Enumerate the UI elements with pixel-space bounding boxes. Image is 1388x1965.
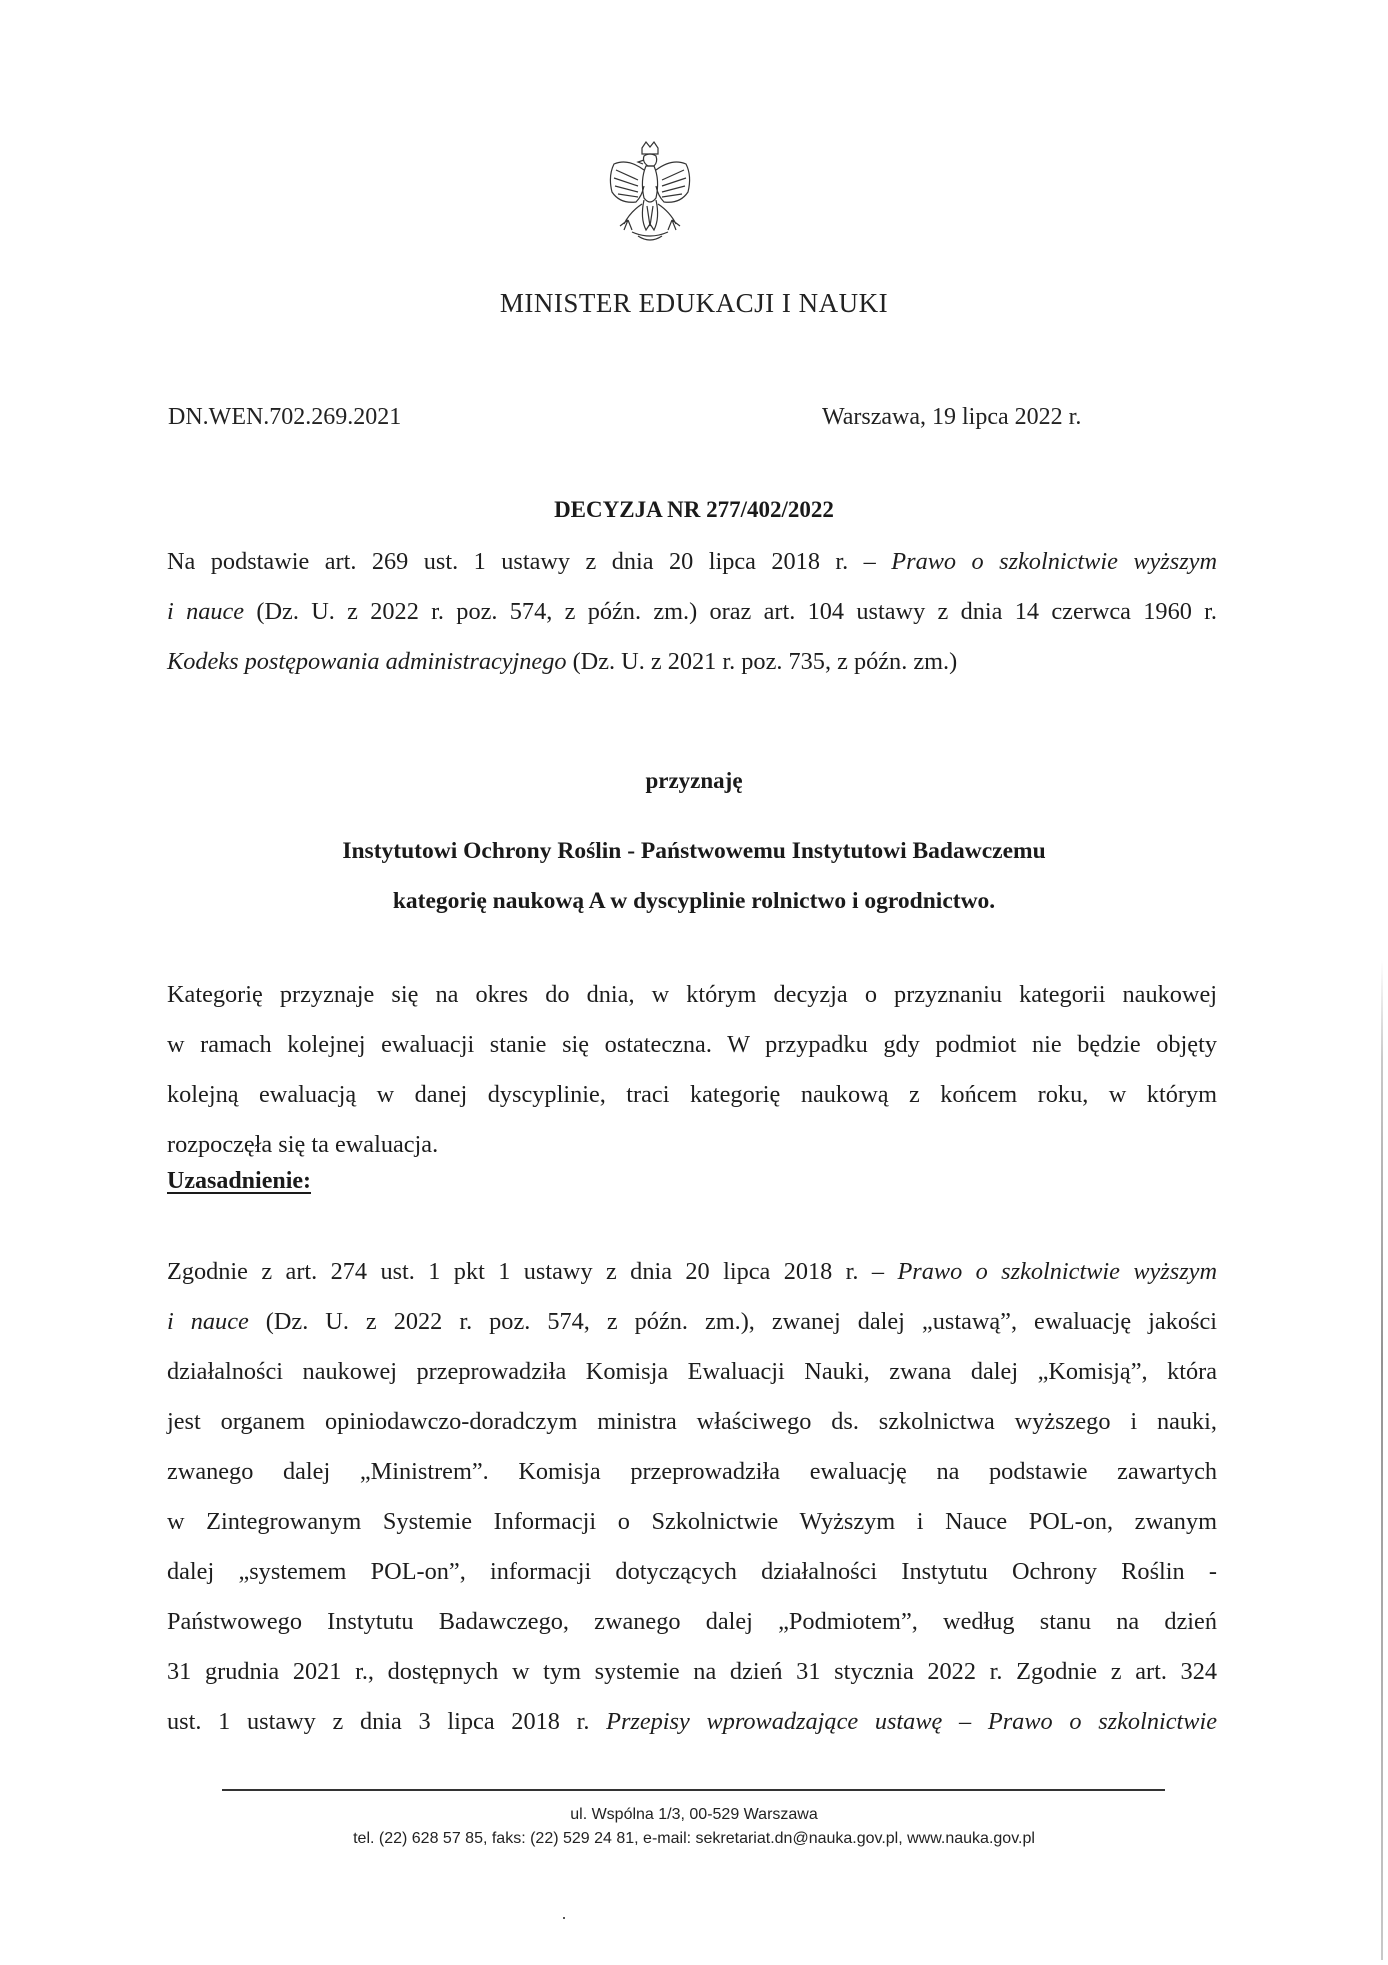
justification-line: Państwowego Instytutu Badawczego, zwanego dalej „Podmiotem”, według stanu na dzień — [167, 1608, 1217, 1635]
justification-paragraph — [167, 1247, 1217, 1747]
text: (Dz. U. z 2022 r. poz. 574, z późn. zm.), zwanej dalej „ustawą”, ewaluację jakości — [248, 1308, 1217, 1335]
case-reference-number: DN.WEN.702.269.2021 — [168, 404, 402, 430]
justification-line: w Zintegrowanym Systemie Informacji o Szkolnictwie Wyższym i Nauce POL-on, zwanym — [167, 1508, 1217, 1535]
legal-basis-line — [167, 587, 1217, 637]
justification-heading: Uzasadnienie: — [167, 1168, 311, 1194]
grant-verb: przyznaję — [645, 768, 743, 793]
act-title: i nauce — [167, 598, 245, 625]
justification-line: jest organem opiniodawczo-doradczym ministra właściwego ds. szkolnictwa wyższego i nauki, — [167, 1408, 1217, 1435]
legal-basis-paragraph — [167, 537, 1217, 687]
footer-address: ul. Wspólna 1/3, 00-529 Warszawa — [570, 1806, 818, 1823]
validity-line: kolejną ewaluacją w danej dyscyplinie, traci kategorię naukową z końcem roku, w którym — [167, 1081, 1217, 1108]
validity-line: w ramach kolejnej ewaluacji stanie się ostateczna. W przypadku gdy podmiot nie będzie objęty — [167, 1031, 1217, 1058]
text: ust. 1 ustawy z dnia 3 lipca 2018 r. — [167, 1708, 607, 1735]
legal-basis-line — [167, 637, 1217, 687]
decision-title: DECYZJA NR 277/402/2022 — [554, 497, 834, 522]
grant-recipient: Instytutowi Ochrony Roślin - Państwowemu Instytutowi Badawczemu — [342, 838, 1046, 864]
ministry-name: MINISTER EDUKACJI I NAUKI — [499, 288, 889, 318]
justification-line: 31 grudnia 2021 r., dostępnych w tym systemie na dzień 31 stycznia 2022 r. Zgodnie z art. 324 — [167, 1658, 1217, 1685]
text: (Dz. U. z 2022 r. poz. 574, z późn. zm.) oraz art. 104 ustawy z dnia 14 czerwca 1960 r. — [244, 598, 1218, 625]
justification-line: dalej „systemem POL-on”, informacji dotyczących działalności Instytutu Ochrony Roślin - — [167, 1558, 1217, 1585]
justification-line — [167, 1247, 1217, 1297]
justification-line: zwanego dalej „Ministrem”. Komisja przeprowadziła ewaluację na podstawie zawartych — [167, 1458, 1217, 1485]
grant-category: kategorię naukową A w dyscyplinie rolnictwo i ogrodnictwo. — [392, 888, 996, 914]
legal-basis-line — [167, 537, 1217, 587]
text: Zgodnie z art. 274 ust. 1 pkt 1 ustawy z dnia 20 lipca 2018 r. – — [167, 1258, 898, 1285]
act-title: Prawo o szkolnictwie wyższym — [891, 548, 1218, 575]
justification-line — [167, 1697, 1217, 1747]
act-title: Kodeks postępowania administracyjnego — [167, 648, 567, 675]
act-title: Prawo o szkolnictwie wyższym — [897, 1258, 1218, 1285]
scan-dust-speck — [563, 1917, 565, 1919]
polish-eagle-emblem-icon — [602, 140, 698, 248]
place-and-date: Warszawa, 19 lipca 2022 r. — [822, 404, 1082, 430]
text: (Dz. U. z 2021 r. poz. 735, z późn. zm.) — [566, 648, 958, 675]
validity-line: Kategorię przyznaje się na okres do dnia, w którym decyzja o przyznaniu kategorii naukowej — [167, 981, 1217, 1008]
justification-line: działalności naukowej przeprowadziła Komisja Ewaluacji Nauki, zwana dalej „Komisją”, która — [167, 1358, 1217, 1385]
validity-line: rozpoczęła się ta ewaluacja. — [167, 1131, 439, 1158]
footer-divider — [222, 1789, 1165, 1791]
justification-line — [167, 1297, 1217, 1347]
text: Na podstawie art. 269 ust. 1 ustawy z dnia 20 lipca 2018 r. – — [167, 548, 892, 575]
validity-paragraph — [167, 970, 1217, 1170]
act-title: i nauce — [167, 1308, 249, 1335]
footer-contact: tel. (22) 628 57 85, faks: (22) 529 24 81, e-mail: sekretariat.dn@nauka.gov.pl, www.nauka.gov.pl — [353, 1830, 1035, 1847]
scan-edge-line — [1381, 960, 1383, 1960]
act-title: Przepisy wprowadzające ustawę – Prawo o szkolnictwie — [606, 1708, 1217, 1735]
